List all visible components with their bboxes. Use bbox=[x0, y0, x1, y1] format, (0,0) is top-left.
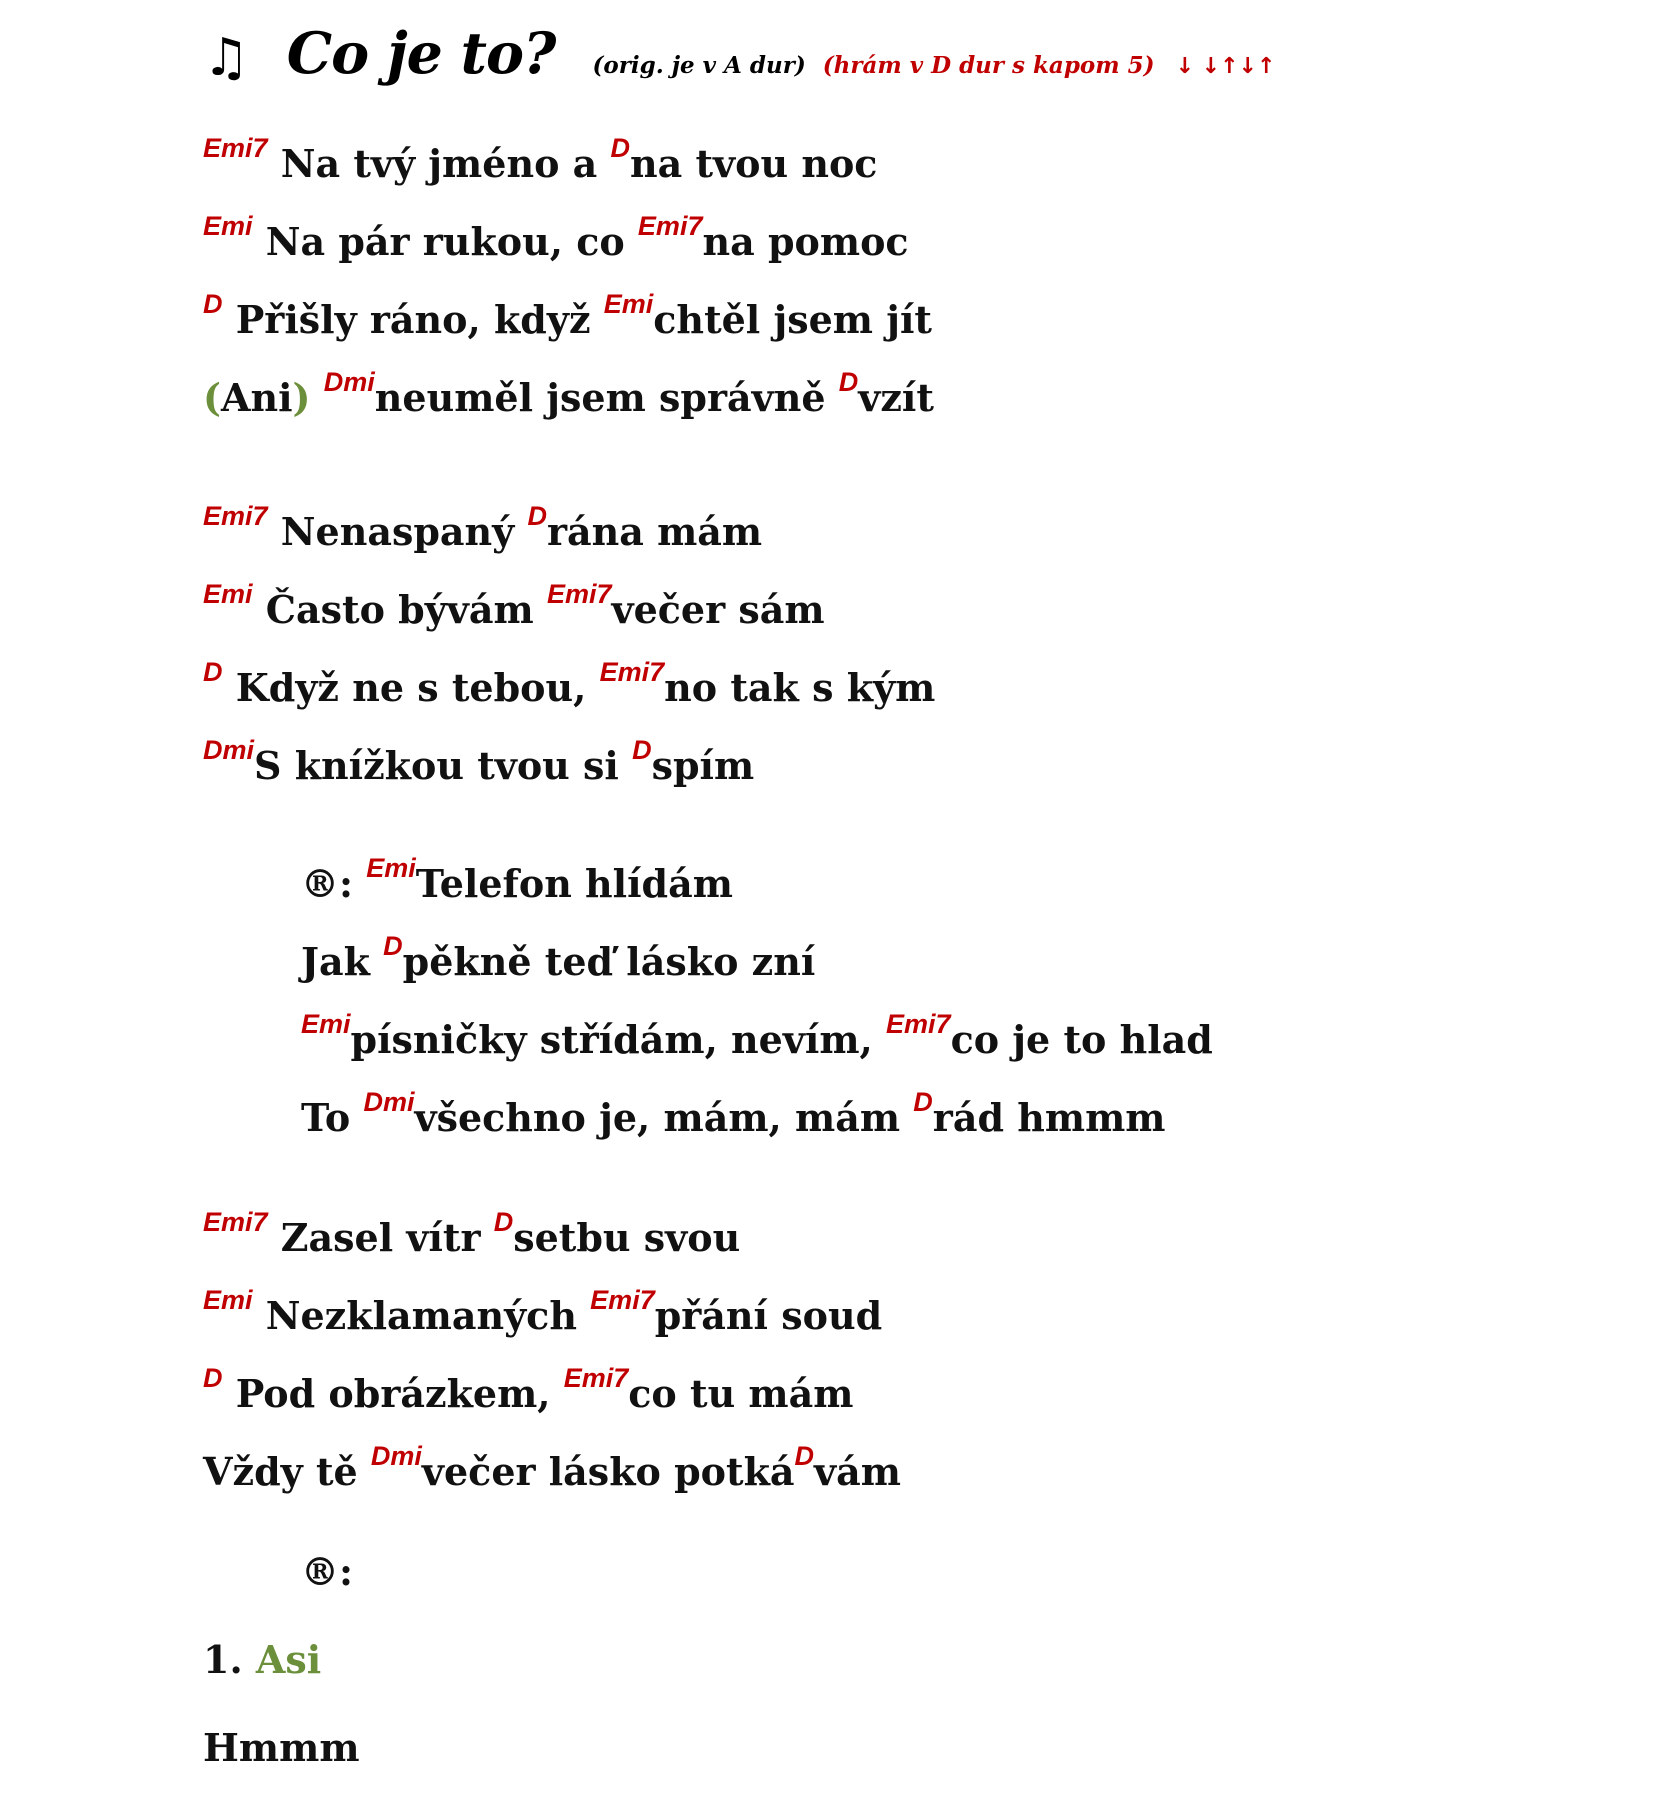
lyric-text: Pod obrázkem, bbox=[222, 1371, 564, 1416]
chord: Emi7 bbox=[590, 1285, 655, 1315]
lyric-line bbox=[203, 367, 934, 420]
lyric-text: na pomoc bbox=[702, 219, 909, 264]
lyric-text: Zasel vítr bbox=[267, 1215, 494, 1260]
lyric-text: všechno je, mám, mám bbox=[414, 1095, 914, 1140]
chord: D bbox=[203, 289, 223, 319]
chord: Emi7 bbox=[886, 1009, 951, 1039]
lyric-text: na tvou noc bbox=[630, 141, 878, 186]
chorus-line bbox=[301, 853, 733, 906]
lyric-text: Často bývám bbox=[252, 587, 547, 632]
lyric-text: Nenaspaný bbox=[267, 509, 528, 554]
lyric-line bbox=[203, 1285, 883, 1338]
paren-open: ( bbox=[203, 375, 221, 420]
lyric-text: Vždy tě bbox=[203, 1449, 371, 1494]
chord: Emi7 bbox=[203, 501, 268, 531]
chord: Emi7 bbox=[563, 1363, 629, 1393]
chord: Emi bbox=[603, 289, 654, 319]
chord: D bbox=[838, 367, 859, 397]
footer-note bbox=[203, 1637, 322, 1682]
lyric-line bbox=[203, 1363, 854, 1416]
footer-number: 1. bbox=[203, 1637, 256, 1682]
lyric-text: přání soud bbox=[654, 1293, 883, 1338]
strum-pattern: ↓ ↓↑↓↑ bbox=[1175, 54, 1276, 79]
lyric-text: Na tvý jméno a bbox=[267, 141, 611, 186]
chord: D bbox=[632, 735, 652, 765]
lyric-line bbox=[203, 211, 909, 264]
lyric-text: Přišly ráno, když bbox=[222, 297, 604, 342]
lyric-line bbox=[203, 1207, 741, 1260]
chord: D bbox=[610, 133, 630, 163]
lyric-text: Ani bbox=[220, 375, 293, 420]
lyric-text: rána mám bbox=[546, 509, 763, 554]
chord: Dmi bbox=[323, 367, 375, 397]
chord: Emi7 bbox=[203, 133, 268, 163]
lyric-text: S knížkou tvou si bbox=[254, 743, 633, 788]
chord: D bbox=[203, 1363, 223, 1393]
lyric-line bbox=[203, 657, 936, 710]
lyric-text: neuměl jsem správně bbox=[374, 375, 839, 420]
lyric-text: chtěl jsem jít bbox=[653, 297, 932, 342]
lyric-line bbox=[203, 1441, 901, 1494]
chord: D bbox=[527, 501, 547, 531]
lyric-text: Na pár rukou, co bbox=[252, 219, 638, 264]
chord: Emi bbox=[301, 1009, 351, 1039]
lyric-line bbox=[203, 501, 763, 554]
chord: D bbox=[493, 1207, 514, 1237]
chord: Dmi bbox=[203, 735, 255, 765]
chord: Emi7 bbox=[637, 211, 703, 241]
lyric-text: večer sám bbox=[611, 587, 825, 632]
chord: D bbox=[913, 1087, 933, 1117]
chord: Emi7 bbox=[203, 1207, 268, 1237]
chord: Emi7 bbox=[599, 657, 665, 687]
lyric-text: no tak s kým bbox=[664, 665, 936, 710]
lyric-text: To bbox=[301, 1095, 364, 1140]
song-title: Co je to? bbox=[286, 20, 556, 87]
lyric-line bbox=[203, 133, 878, 186]
chord: Emi7 bbox=[546, 579, 612, 609]
lyric-text: večer lásko potká bbox=[421, 1449, 795, 1494]
lyric-text: Telefon hlídám bbox=[415, 861, 733, 906]
song-header bbox=[203, 20, 1275, 87]
chord: Emi bbox=[203, 1285, 253, 1315]
chord: D bbox=[203, 657, 223, 687]
chord: D bbox=[383, 931, 403, 961]
lyric-line bbox=[203, 289, 932, 342]
lyric-text: Když ne s tebou, bbox=[222, 665, 600, 710]
lyric-text: pěkně teď lásko zní bbox=[402, 939, 816, 984]
chord: D bbox=[794, 1441, 815, 1471]
lyric-text: setbu svou bbox=[513, 1215, 741, 1260]
chorus-line bbox=[301, 931, 816, 984]
chord: Emi bbox=[203, 579, 253, 609]
lyric-text: písničky střídám, nevím, bbox=[350, 1017, 887, 1062]
chorus-line bbox=[301, 1087, 1166, 1140]
chorus-repeat-mark: ®: bbox=[301, 1549, 354, 1594]
footer-hmmm: Hmmm bbox=[203, 1725, 360, 1770]
lyric-text: vám bbox=[814, 1449, 901, 1494]
chord: Dmi bbox=[363, 1087, 415, 1117]
lyric-text bbox=[311, 375, 324, 420]
paren-close: ) bbox=[292, 375, 311, 420]
music-note-icon: ♫ bbox=[203, 28, 250, 88]
lyric-text: rád hmmm bbox=[932, 1095, 1166, 1140]
lyric-line bbox=[203, 579, 825, 632]
chord: Emi bbox=[203, 211, 253, 241]
lyric-text: spím bbox=[651, 743, 755, 788]
footer-asi: Asi bbox=[255, 1637, 322, 1682]
lyric-text: Nezklamaných bbox=[252, 1293, 591, 1338]
lyric-text: co je to hlad bbox=[950, 1017, 1213, 1062]
chorus-mark: ®: bbox=[301, 861, 367, 906]
chorus-line bbox=[301, 1009, 1213, 1062]
chord: Emi bbox=[366, 853, 416, 883]
original-key-note: (orig. je v A dur) bbox=[592, 52, 806, 79]
lyric-line bbox=[203, 735, 755, 788]
lyric-text: co tu mám bbox=[628, 1371, 854, 1416]
capo-note: (hrám v D dur s kapom 5) bbox=[822, 52, 1155, 79]
lyric-text: Jak bbox=[301, 939, 384, 984]
chord: Dmi bbox=[370, 1441, 422, 1471]
lyric-text: vzít bbox=[858, 375, 934, 420]
